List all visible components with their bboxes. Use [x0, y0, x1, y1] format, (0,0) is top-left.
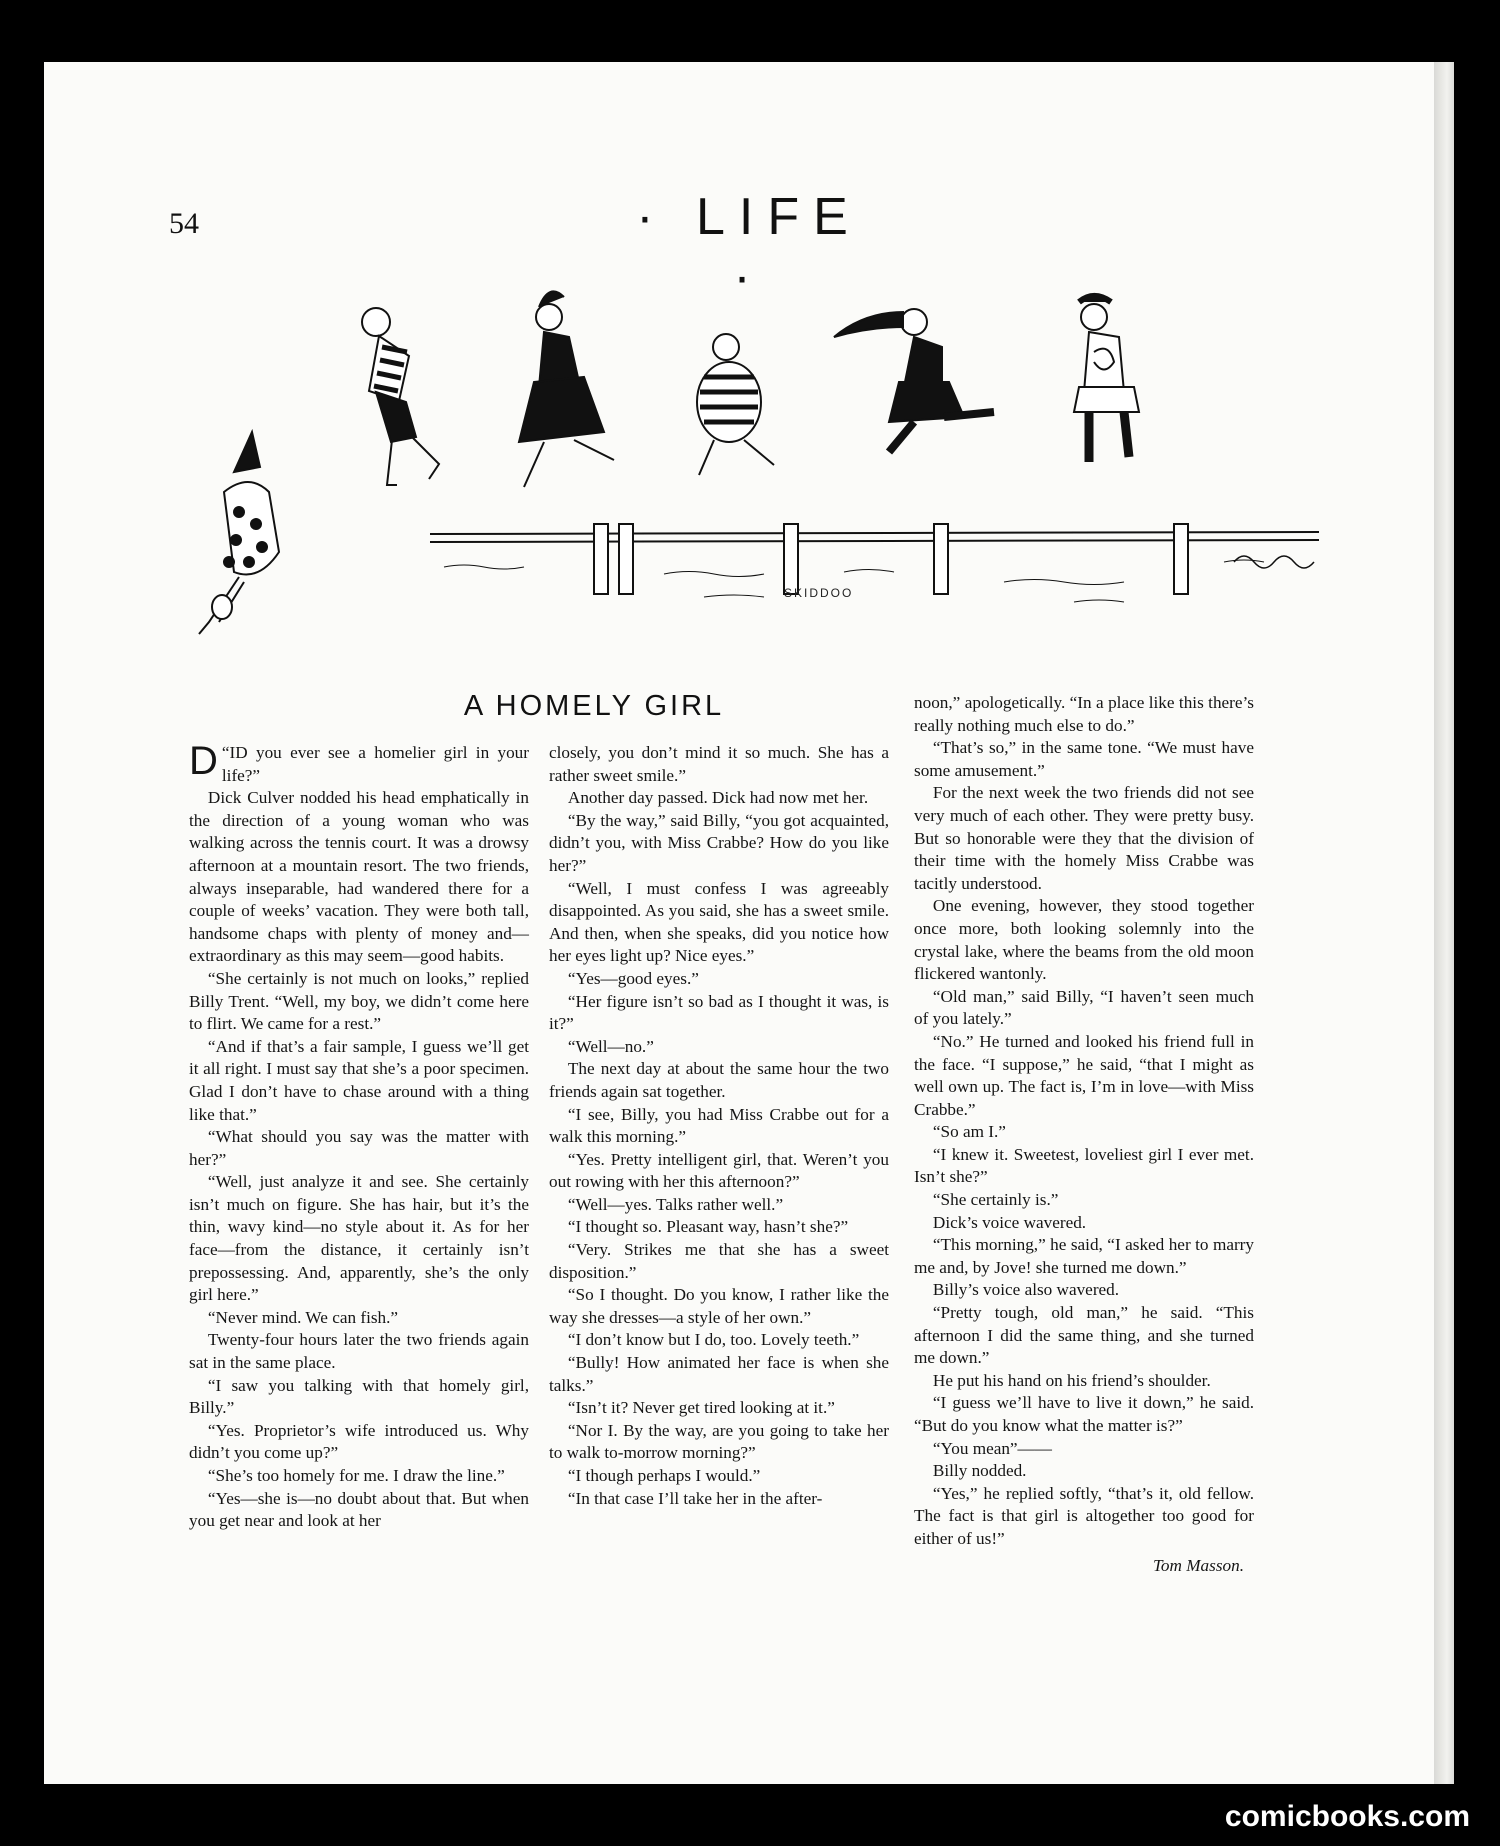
paragraph: “I knew it. Sweetest, loveliest girl I ever met. Isn’t she?”: [914, 1144, 1254, 1187]
page-number: 54: [169, 207, 199, 240]
paragraph: “Pretty tough, old man,” he said. “This afternoon I did the same thing, and she turned me down.”: [914, 1303, 1254, 1368]
paragraph: “Yes. Pretty intelligent girl, that. Weren’t you out rowing with her this afternoon?”: [549, 1149, 889, 1192]
magazine-page: [44, 62, 1454, 1784]
heart-skirt-woman-figure: [519, 291, 614, 487]
running-woman-figure: [834, 309, 994, 452]
paragraph: One evening, however, they stood together once more, both looking solemnly into the crystal lake, where the beams from the old moon flickered wantonly.: [914, 896, 1254, 984]
paragraph: “I guess we’ll have to live it down,” he said. “But do you know what the matter is?”: [914, 1393, 1254, 1435]
paragraph: “Well—no.”: [567, 1036, 654, 1056]
skiddoo-illustration: [144, 262, 1344, 682]
paragraph: “I though perhaps I would.”: [567, 1466, 761, 1485]
paragraph: “By the way,” said Billy, “you got acquainted, didn’t you, with Miss Crabbe? How do you like her?”: [549, 810, 889, 875]
paragraph: “In that case I’ll take her in the after-: [567, 1488, 823, 1508]
masthead-title: · LIFE ·: [636, 188, 862, 306]
paragraph: “Never mind. We can fish.”: [207, 1307, 399, 1327]
paragraph: Billy’s voice also wavered.: [932, 1280, 1120, 1300]
article-column-1: [189, 739, 529, 1533]
paragraph: “Old man,” said Billy, “I haven’t seen much of you lately.”: [914, 986, 1254, 1029]
striped-man-figure: [362, 308, 439, 485]
article-title: A HOMELY GIRL: [463, 690, 725, 722]
paragraph: “Yes—she is—no doubt about that. But when you get near and look at her: [189, 1488, 529, 1531]
paragraph: “Well, I must confess I was agreeably disappointed. As you said, she has a sweet smile. And then, when she speaks, did you notice how her eyes light up? Nice eyes.”: [549, 878, 889, 966]
paragraph: The next day at about the same hour the two friends again sat together.: [549, 1059, 889, 1101]
paragraph: “And if that’s a fair sample, I guess we’ll get it all right. I must say that she’s a poor specimen. Glad I don’t have to chase around with a thing like that.”: [189, 1036, 529, 1124]
paragraph: “This morning,” he said, “I asked her to marry me and, by Jove! she turned me down.”: [914, 1235, 1254, 1277]
signature-illustrator: [1234, 556, 1314, 568]
paragraph: “Bully! How animated her face is when she talks.”: [549, 1353, 889, 1395]
paragraph: “So am I.”: [932, 1122, 1006, 1142]
paragraph: “That’s so,” in the same tone. “We must have some amusement.”: [914, 738, 1254, 780]
paragraph: “She’s too homely for me. I draw the line.”: [207, 1466, 505, 1485]
paragraph: “She certainly is.”: [932, 1190, 1059, 1210]
author-signature: Tom Masson.: [1152, 1555, 1244, 1575]
article-column-2: [549, 742, 889, 1510]
paragraph: Twenty-four hours later the two friends again sat in the same place.: [189, 1330, 529, 1373]
swirl-costume-woman-figure: [1074, 296, 1139, 462]
paragraph: For the next week the two friends did not see very much of each other. They were pretty busy. But so honorable were they that the division of their time with the homely Miss Crabbe was tacitly understood.: [914, 783, 1254, 893]
paragraph: Dick’s voice wavered.: [932, 1212, 1087, 1232]
paragraph: closely, you don’t mind it so much. She has a rather sweet smile.”: [549, 743, 889, 785]
paragraph: “Well—yes. Talks rather well.”: [567, 1194, 784, 1214]
page-edge: [1434, 62, 1454, 1784]
paragraph: “I don’t know but I do, too. Lovely teeth.”: [567, 1330, 860, 1350]
paragraph: “Her figure isn’t so bad as I thought it was, is it?”: [549, 991, 889, 1034]
paragraph: “You mean”——: [932, 1438, 1052, 1458]
diving-woman-figure: [199, 432, 279, 634]
pier: [430, 524, 1319, 602]
paragraph: “Yes—good eyes.”: [567, 968, 699, 988]
paragraph: “So I thought. Do you know, I rather like the way she dresses—a style of her own.”: [549, 1285, 889, 1327]
paragraph: Dick Culver nodded his head emphatically in the direction of a young woman who was walking across the tennis court. It was a drowsy afternoon at a mountain resort. The two friends, always inseparable, had wandered there for a couple of weeks’ vacation. They were both tall, handsome chaps with plenty of money and—extraordinary as this may seem—good habits.: [189, 788, 529, 966]
paragraph: Billy nodded.: [932, 1461, 1027, 1481]
article-column-3: [914, 692, 1254, 1577]
paragraph: “No.” He turned and looked his friend full in the face. “I suppose,” he said, “that I might as well own up. The fact is, I’m in love—with Miss Crabbe.”: [914, 1031, 1254, 1119]
paragraph: “Isn’t it? Never get tired looking at it.”: [567, 1398, 835, 1418]
paragraph: “Yes,” he replied softly, “that’s it, old fellow. The fact is that girl is altogether too good for either of us!”: [914, 1483, 1254, 1548]
paragraph: “She certainly is not much on looks,” replied Billy Trent. “Well, my boy, we didn’t come here to flirt. We came for a rest.”: [189, 968, 529, 1034]
paragraph: “Well, just analyze it and see. She certainly isn’t much on figure. She has hair, but it’s the thin, wavy kind—no style about it. As for her face—from the distance, it certainly isn’t prepossessing. And, apparently, she’s the only girl here.”: [189, 1172, 529, 1305]
watermark: comicbooks.com: [1224, 1800, 1470, 1833]
paragraph: “I see, Billy, you had Miss Crabbe out for a walk this morning.”: [549, 1104, 889, 1147]
illustration-caption: SKIDDOO: [784, 586, 854, 600]
paragraph: Another day passed. Dick had now met her.: [567, 788, 869, 808]
paragraph: “Yes. Proprietor’s wife introduced us. Why didn’t you come up?”: [189, 1420, 529, 1463]
paragraph: “What should you say was the matter with her?”: [189, 1127, 529, 1169]
paragraph: He put his hand on his friend’s shoulder.: [932, 1370, 1211, 1390]
stout-man-figure: [697, 334, 774, 475]
paragraph: noon,” apologetically. “In a place like this there’s really nothing much else to do.”: [914, 693, 1254, 735]
paragraph: “Nor I. By the way, are you going to take her to walk to-morrow morning?”: [549, 1420, 889, 1463]
paragraph: “ D ID you ever see a homelier girl in your life?”: [189, 739, 529, 785]
drop-cap: D: [189, 739, 218, 783]
paragraph: “Very. Strikes me that she has a sweet disposition.”: [549, 1240, 889, 1282]
paragraph: “I saw you talking with that homely girl, Billy.”: [189, 1375, 529, 1418]
paragraph: “I thought so. Pleasant way, hasn’t she?”: [567, 1217, 849, 1237]
opening-quote: “: [221, 743, 230, 762]
